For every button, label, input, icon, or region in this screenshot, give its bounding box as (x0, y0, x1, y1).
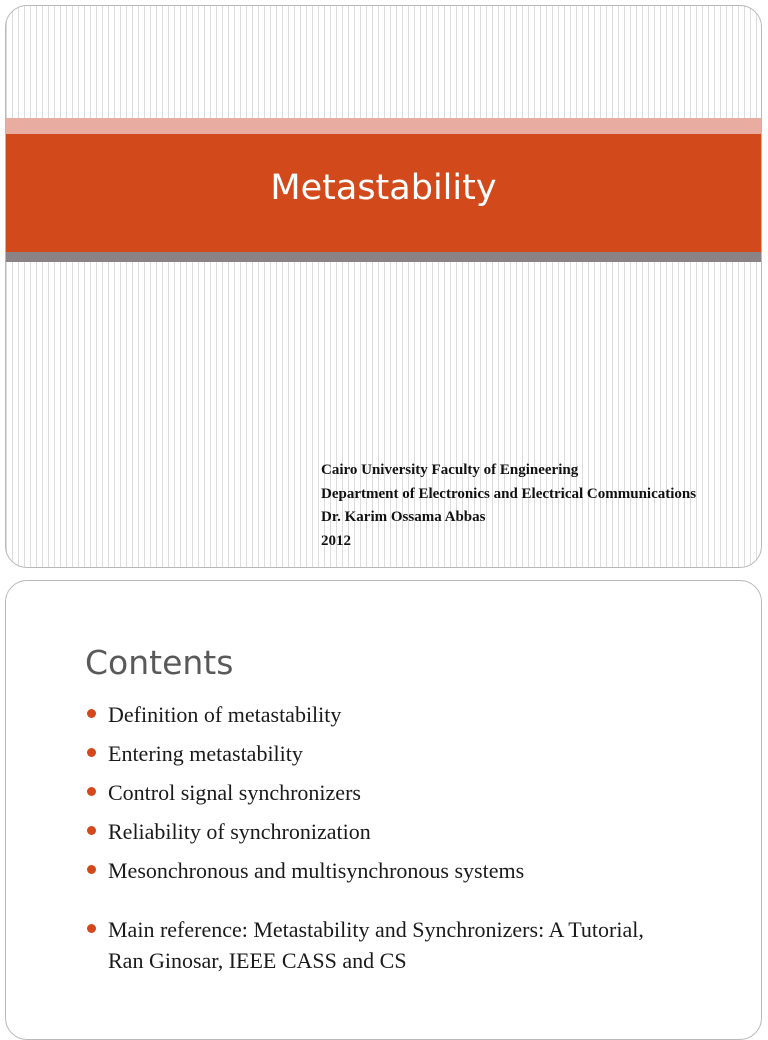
subtitle-line-department: Department of Electronics and Electrical Communications (321, 485, 697, 502)
list-item-text: Definition of metastability (108, 702, 342, 727)
bullet-dot-icon (87, 826, 96, 835)
reference-item (85, 914, 644, 976)
title-band-top-stripe (6, 118, 761, 134)
title-slide (5, 5, 762, 568)
contents-slide (5, 580, 762, 1040)
reference-line-2: Ran Ginosar, IEEE CASS and CS (108, 948, 407, 973)
bullet-dot-icon (87, 748, 96, 757)
list-item-text: Reliability of synchronization (108, 819, 371, 844)
list-item (85, 699, 644, 730)
slide-subtitle (321, 459, 696, 553)
list-item (85, 738, 644, 769)
bullet-dot-icon (87, 924, 96, 933)
subtitle-line-university: Cairo University Faculty of Engineering (321, 462, 579, 478)
list-item-text: Mesonchronous and multisynchronous systems (108, 858, 525, 883)
list-item (85, 855, 644, 886)
title-band-bottom-stripe (6, 252, 761, 262)
bullet-dot-icon (87, 709, 96, 718)
slide-title: Metastability (270, 168, 497, 208)
contents-title: Contents (85, 643, 234, 682)
subtitle-line-author: Dr. Karim Ossama Abbas (321, 509, 486, 525)
list-item-text: Entering metastability (108, 741, 303, 766)
list-item (85, 777, 644, 808)
bullet-dot-icon (87, 865, 96, 874)
reference-line-1: Main reference: Metastability and Synchronizers: A Tutorial, (108, 917, 644, 942)
list-item (85, 816, 644, 847)
contents-list (85, 699, 644, 984)
list-item-text: Control signal synchronizers (108, 780, 361, 805)
bullet-dot-icon (87, 787, 96, 796)
subtitle-line-year: 2012 (321, 532, 351, 549)
